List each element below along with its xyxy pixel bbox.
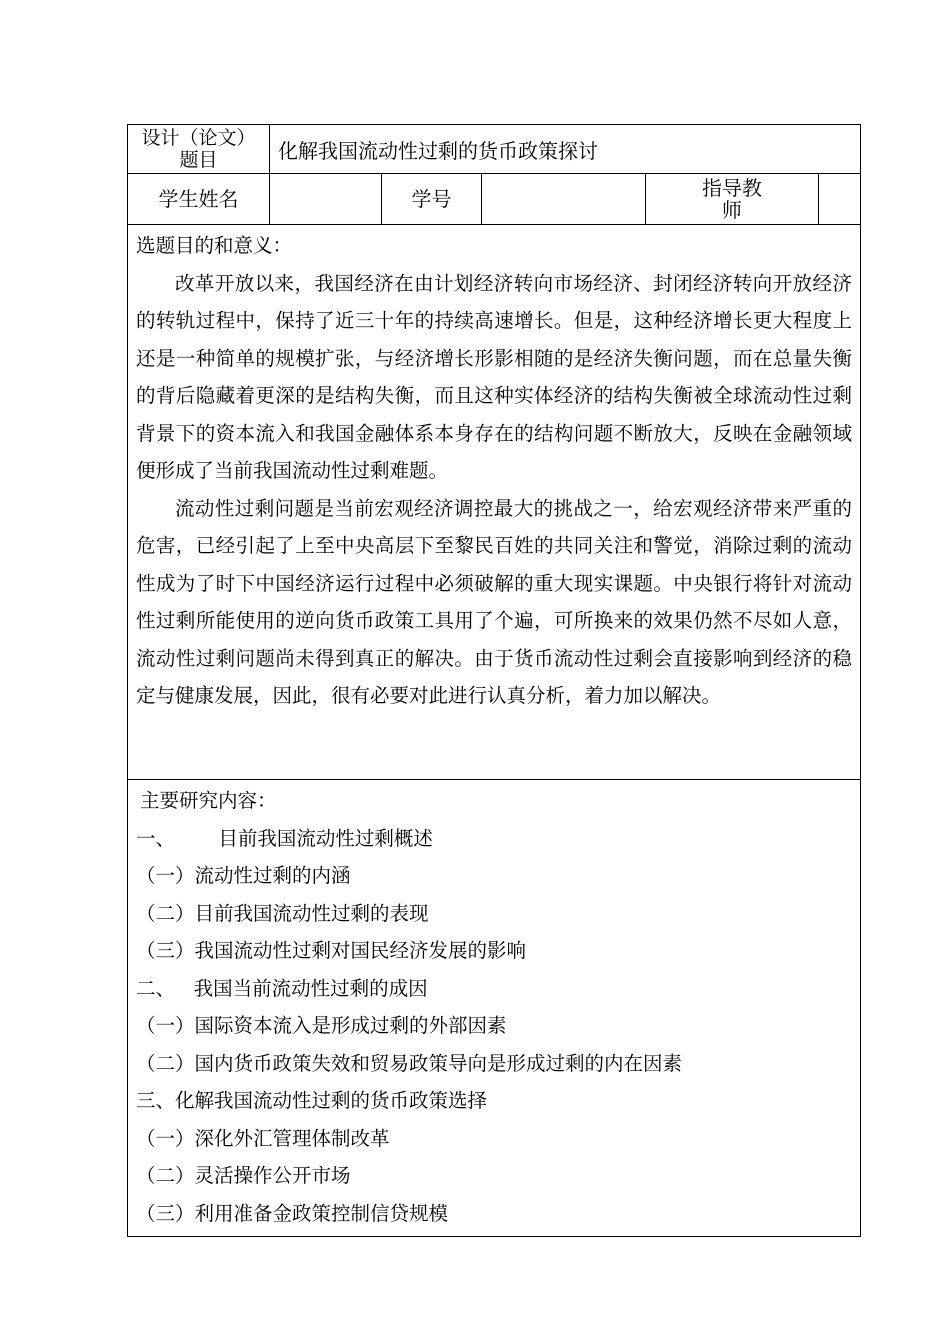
research-heading: 主要研究内容： xyxy=(140,789,277,812)
outline-item: （一）流动性过剩的内涵 xyxy=(136,864,351,887)
outline-item: 一、 目前我国流动性过剩概述 xyxy=(136,826,433,850)
outline-item: （一）深化外汇管理体制改革 xyxy=(136,1126,390,1150)
outline-item: （二）国内货币政策失效和贸易政策导向是形成过剩的内在因素 xyxy=(136,1051,683,1075)
outline-item: （二）灵活操作公开市场 xyxy=(136,1164,351,1187)
outline-item: 三、化解我国流动性过剩的货币政策选择 xyxy=(136,1089,488,1112)
purpose-paragraph-1: 改革开放以来，我国经济在由计划经济转向市场经济、封闭经济转向开放经济的转轨过程中，保持了近三十年的持续高速增长。但是，这种经济增长更大程度上还是一种简单的规模扩张，与经济增长形影相随的是经济失衡问题，而在总量失衡的背后隐藏着更深的是结构失衡，而且这种实体经济的结构失衡被全球流动性过剩背景下的资本流入和我国金融体系本身存在的结构问题不断放大，反映在金融领域便形成了当前我国流动性过剩难题。 xyxy=(136,271,852,482)
outline-item: （一）国际资本流入是形成过剩的外部因素 xyxy=(136,1014,507,1037)
purpose-heading: 选题目的和意义： xyxy=(136,234,293,257)
student-name-value[interactable] xyxy=(270,174,382,225)
proposal-form xyxy=(127,124,860,1237)
purpose-section xyxy=(128,225,861,780)
topic-label: 设计（论文） 题目 xyxy=(128,125,270,174)
outline-item: （三）利用准备金政策控制信贷规模 xyxy=(136,1201,449,1225)
advisor-label: 指导教 师 xyxy=(646,174,819,225)
outline-item: 二、 我国当前流动性过剩的成因 xyxy=(136,976,428,1000)
purpose-paragraph-2: 流动性过剩问题是当前宏观经济调控最大的挑战之一，给宏观经济带来严重的危害，已经引起了上至中央高层下至黎民百姓的共同关注和警觉，消除过剩的流动性成为了时下中国经济运行过程中必须破解的重大现实课题。中央银行将针对流动性过剩所能使用的逆向货币政策工具用了个遍，可所换来的效果仍然不尽如人意，流动性过剩问题尚未得到真正的解决。由于货币流动性过剩会直接影响到经济的稳定与健康发展，因此，很有必要对此进行认真分析，着力加以解决。 xyxy=(136,496,852,707)
advisor-value[interactable] xyxy=(819,174,861,225)
outline-item: （三）我国流动性过剩对国民经济发展的影响 xyxy=(136,939,527,962)
student-id-value[interactable] xyxy=(482,174,646,225)
student-name-label: 学生姓名 xyxy=(128,174,270,225)
topic-value: 化解我国流动性过剩的货币政策探讨 xyxy=(270,125,861,174)
outline-item: （二）目前我国流动性过剩的表现 xyxy=(136,901,429,925)
proposal-table xyxy=(127,124,861,1237)
student-id-label: 学号 xyxy=(382,174,482,225)
research-section xyxy=(128,780,861,1237)
